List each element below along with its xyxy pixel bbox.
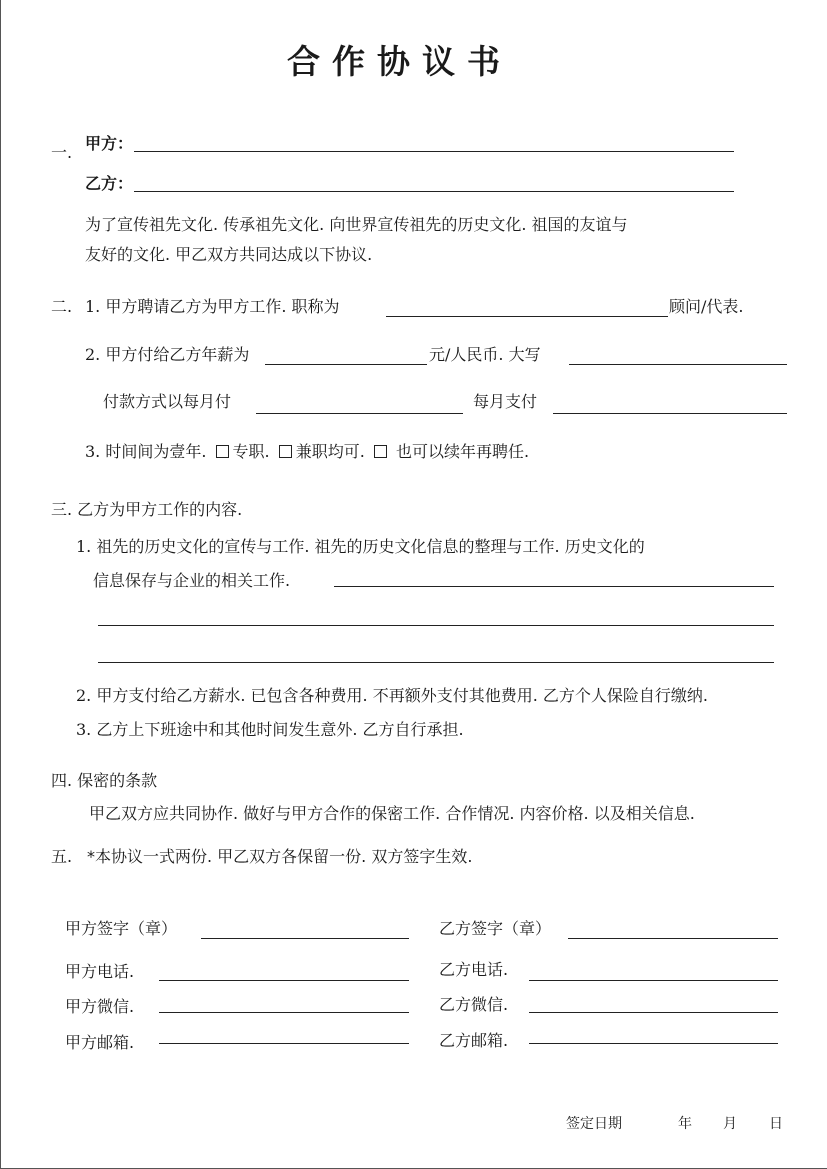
monthly-amount-field[interactable] — [553, 413, 787, 414]
section-1-number: 一. — [51, 143, 73, 162]
section-5-number: 五. — [51, 847, 73, 866]
party-a-signature-field[interactable] — [201, 938, 409, 939]
party-a-signature-label: 甲方签字（章） — [65, 919, 178, 938]
item-2-1-prefix: 1. 甲方聘请乙方为甲方工作. 职称为 — [85, 297, 340, 316]
item-3-1-line-2: 信息保存与企业的相关工作. — [93, 571, 291, 590]
item-2-2-middle: 元/人民币. 大写 — [429, 345, 541, 364]
party-b-email-label: 乙方邮箱. — [439, 1031, 509, 1050]
party-a-name-field[interactable] — [134, 151, 734, 152]
item-3-3: 3. 乙方上下班途中和其他时间发生意外. 乙方自行承担. — [76, 720, 464, 739]
parttime-checkbox[interactable] — [279, 445, 292, 458]
work-content-field-1[interactable] — [334, 586, 774, 587]
salary-in-words-field[interactable] — [569, 364, 787, 365]
party-a-email-field[interactable] — [159, 1043, 409, 1044]
monthly-label: 每月支付 — [473, 392, 538, 411]
work-content-field-3[interactable] — [98, 662, 774, 663]
party-a-wechat-label: 甲方微信. — [65, 997, 135, 1016]
item-2-3-prefix: 3. 时间间为壹年. — [85, 442, 207, 461]
item-2-2-prefix: 2. 甲方付给乙方年薪为 — [85, 345, 250, 364]
intro-line-2: 友好的文化. 甲乙双方共同达成以下协议. — [85, 245, 373, 264]
option-renew: 也可以续年再聘任. — [396, 442, 530, 461]
party-b-signature-field[interactable] — [568, 938, 778, 939]
sign-date-day: 日 — [769, 1116, 783, 1132]
section-4-heading: 四. 保密的条款 — [51, 771, 158, 790]
party-b-name-field[interactable] — [134, 191, 734, 192]
item-2-1-suffix: 顾问/代表. — [669, 297, 744, 316]
renew-checkbox[interactable] — [374, 445, 387, 458]
annual-salary-field[interactable] — [265, 364, 427, 365]
pay-method-field[interactable] — [256, 413, 463, 414]
option-fulltime: 专职. — [232, 442, 270, 461]
party-a-email-label: 甲方邮箱. — [65, 1033, 135, 1052]
party-a-phone-field[interactable] — [159, 980, 409, 981]
pay-method-label: 付款方式以每月付 — [103, 392, 232, 411]
sign-date-month: 月 — [723, 1116, 737, 1132]
item-3-1-line-1: 1. 祖先的历史文化的宣传与工作. 祖先的历史文化信息的整理与工作. 历史文化的 — [76, 537, 645, 556]
document-title: 合作协议书 — [287, 42, 512, 81]
section-2-number: 二. — [51, 297, 73, 316]
job-title-field[interactable] — [386, 316, 668, 317]
party-b-label: 乙方： — [85, 174, 134, 193]
party-b-wechat-field[interactable] — [529, 1012, 778, 1013]
sign-date-year: 年 — [678, 1116, 692, 1132]
section-5-body: *本协议一式两份. 甲乙双方各保留一份. 双方签字生效. — [87, 847, 473, 866]
option-parttime: 兼职均可. — [295, 442, 365, 461]
sign-date-label: 签定日期 — [566, 1116, 622, 1132]
item-2-3 — [85, 442, 529, 462]
party-b-email-field[interactable] — [529, 1043, 778, 1044]
party-b-phone-label: 乙方电话. — [439, 960, 509, 979]
intro-line-1: 为了宣传祖先文化. 传承祖先文化. 向世界宣传祖先的历史文化. 祖国的友谊与 — [85, 215, 628, 234]
section-4-body: 甲乙双方应共同协作. 做好与甲方合作的保密工作. 合作情况. 内容价格. 以及相关信息. — [89, 804, 695, 823]
party-b-phone-field[interactable] — [529, 980, 778, 981]
party-b-wechat-label: 乙方微信. — [439, 995, 509, 1014]
fulltime-checkbox[interactable] — [216, 445, 229, 458]
section-3-heading: 三. 乙方为甲方工作的内容. — [51, 500, 243, 519]
party-a-phone-label: 甲方电话. — [65, 962, 135, 981]
work-content-field-2[interactable] — [98, 625, 774, 626]
party-a-wechat-field[interactable] — [159, 1012, 409, 1013]
party-a-label: 甲方： — [85, 134, 134, 153]
item-3-2: 2. 甲方支付给乙方薪水. 已包含各种费用. 不再额外支付其他费用. 乙方个人保险自行缴纳. — [76, 686, 708, 705]
party-b-signature-label: 乙方签字（章） — [439, 919, 552, 938]
